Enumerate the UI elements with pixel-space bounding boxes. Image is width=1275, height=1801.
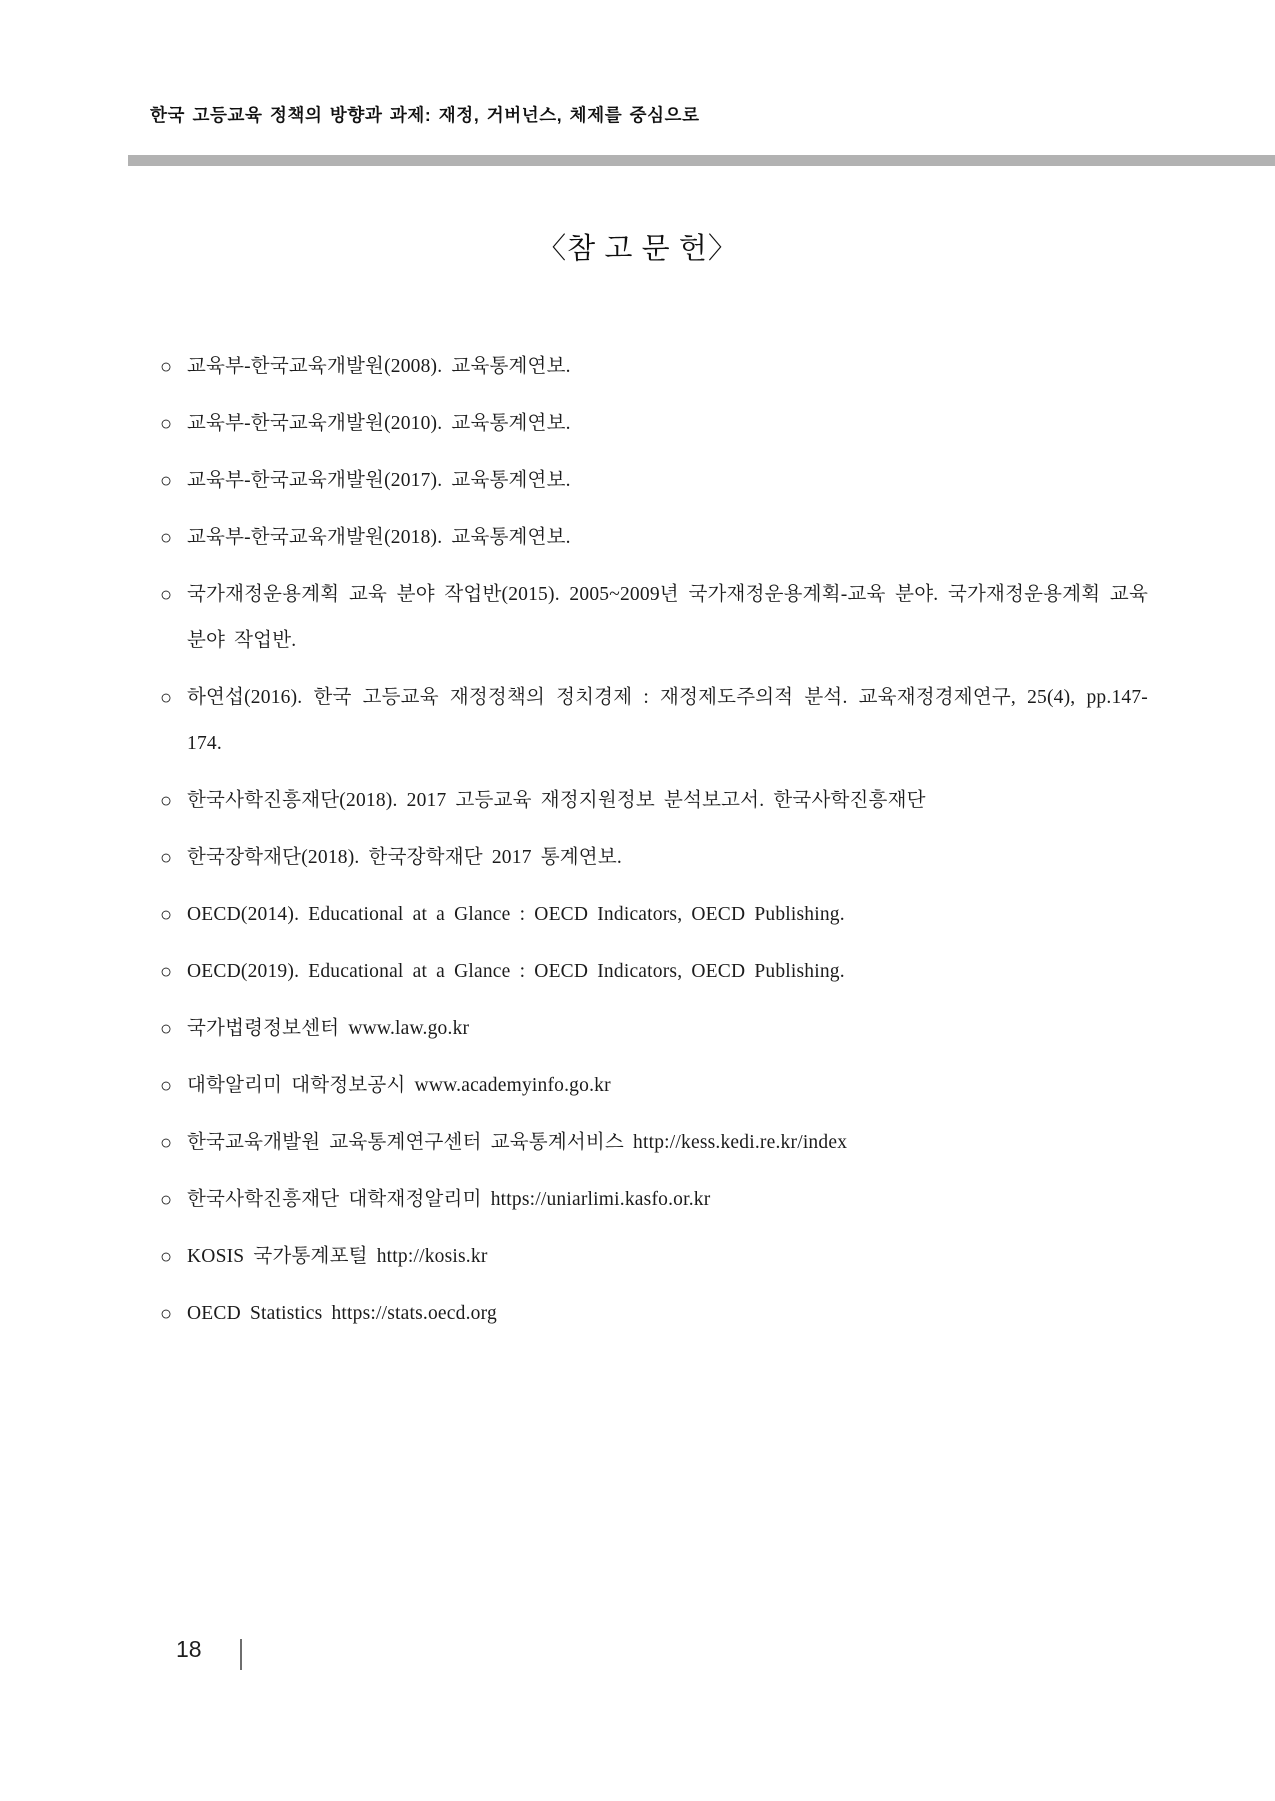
reference-item [160,1177,1148,1223]
circle-bullet-icon: ○ [160,904,173,926]
circle-bullet-icon: ○ [160,1303,173,1325]
footer-rule [240,1639,242,1670]
reference-text: 교육부-한국교육개발원(2018). 교육통계연보. [187,527,571,548]
circle-bullet-icon: ○ [160,413,173,435]
circle-bullet-icon: ○ [160,356,173,378]
circle-bullet-icon: ○ [160,1246,173,1268]
reference-text: 국가재정운용계획 교육 분야 작업반(2015). 2005~2009년 국가재정운용계획-교육 분야. 국가재정운용계획 교육 분야 작업반. [187,584,1148,651]
circle-bullet-icon: ○ [160,1132,173,1154]
reference-text: 교육부-한국교육개발원(2017). 교육통계연보. [187,470,571,491]
circle-bullet-icon: ○ [160,1018,173,1040]
reference-text: 한국사학진흥재단(2018). 2017 고등교육 재정지원정보 분석보고서. 한국사학진흥재단 [187,790,926,811]
circle-bullet-icon: ○ [160,584,173,606]
page-number: 18 [176,1636,202,1662]
reference-text: OECD(2014). Educational at a Glance : OECD Indicators, OECD Publishing. [187,904,845,925]
reference-item [160,1063,1148,1109]
reference-text: 대학알리미 대학정보공시 www.academyinfo.go.kr [187,1075,611,1096]
circle-bullet-icon: ○ [160,1075,173,1097]
reference-item [160,1234,1148,1280]
reference-text: 하연섭(2016). 한국 고등교육 재정정책의 정치경제 : 재정제도주의적 분석. 교육재정경제연구, 25(4), pp.147-174. [187,687,1148,754]
reference-text: 국가법령정보센터 www.law.go.kr [187,1018,470,1039]
header-rule [128,155,1275,166]
circle-bullet-icon: ○ [160,1189,173,1211]
reference-text: OECD Statistics https://stats.oecd.org [187,1303,497,1324]
reference-text: 교육부-한국교육개발원(2008). 교육통계연보. [187,356,571,377]
reference-item [160,1006,1148,1052]
reference-item [160,572,1148,664]
reference-text: 한국교육개발원 교육통계연구센터 교육통계서비스 http://kess.kedi.re.kr/index [187,1132,848,1153]
reference-text: 교육부-한국교육개발원(2010). 교육통계연보. [187,413,571,434]
reference-list [160,344,1148,1348]
circle-bullet-icon: ○ [160,527,173,549]
reference-item [160,949,1148,995]
reference-item [160,515,1148,561]
reference-text: OECD(2019). Educational at a Glance : OECD Indicators, OECD Publishing. [187,961,845,982]
reference-item [160,458,1148,504]
section-title: 〈참 고 문 헌〉 [537,233,738,265]
reference-item [160,892,1148,938]
reference-item [160,778,1148,824]
reference-text: 한국장학재단(2018). 한국장학재단 2017 통계연보. [187,847,622,868]
reference-text: KOSIS 국가통계포털 http://kosis.kr [187,1246,488,1267]
reference-item [160,835,1148,881]
circle-bullet-icon: ○ [160,961,173,983]
circle-bullet-icon: ○ [160,847,173,869]
reference-item [160,675,1148,767]
circle-bullet-icon: ○ [160,790,173,812]
reference-text: 한국사학진흥재단 대학재정알리미 https://uniarlimi.kasfo.or.kr [187,1189,711,1210]
circle-bullet-icon: ○ [160,470,173,492]
reference-item [160,401,1148,447]
reference-item [160,1120,1148,1166]
running-header: 한국 고등교육 정책의 방향과 과제: 재정, 거버넌스, 체제를 중심으로 [150,105,700,125]
reference-item [160,1291,1148,1337]
reference-item [160,344,1148,390]
circle-bullet-icon: ○ [160,687,173,709]
